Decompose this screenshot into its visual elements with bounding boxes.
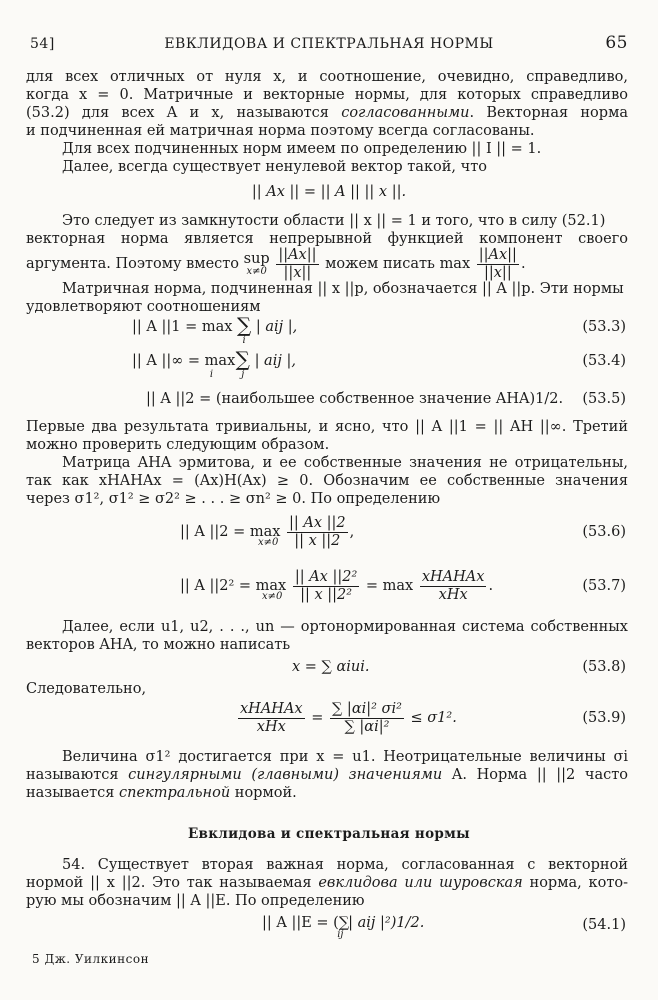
p5-line1: Первые два результата тривиальны, и ясно, что || A ||1 = || AH ||∞. Третий <box>26 419 628 435</box>
p10-line2: нормой || x ||2. Это так называемая евклидова или шуровская норма, кото- <box>26 875 628 891</box>
p10-line3: рую мы обозначим || A ||E. По определению <box>26 893 365 909</box>
eq-53-9-fraction-2: $\frac{\text{∑ |αi|² σi²}}{\text{∑ |αi|²}}$ <box>331 700 402 735</box>
eq-53-4: || A ||∞ = max i ∑ j | aij |, <box>132 347 296 380</box>
p6-line3: через σ1², σ1² ≥ σ2² ≥ . . . ≥ σn² ≥ 0. По определению <box>26 491 441 507</box>
p1-line4: и подчиненная ей матричная норма поэтому всегда согласованы. <box>26 123 535 139</box>
eq-53-3: || A ||1 = max ∑ i | aij |, <box>132 313 298 346</box>
eq-53-9: $\frac{\text{xHAHAx}}{\text{xHx}}$ = $\frac{\text{∑ |αi|² σi²}}{\text{∑ |αi|²}}$ ≤ σ1². <box>240 700 457 735</box>
p8: Следовательно, <box>26 681 147 697</box>
p3-line2: векторная норма является непрерывной функцией компонент своего <box>26 231 628 247</box>
p1-line3-a: (53.2) для всех A и x, называются <box>26 105 342 121</box>
p9-line1: Величина σ1² достигается при x = u1. Неотрицательные величины σi <box>62 749 628 765</box>
p1-line1: для всех отличных от нуля x, и соотношение, очевидно, справедливо, <box>26 69 628 85</box>
eq-53-8-label: (53.8) <box>582 659 626 675</box>
eq-53-9-label: (53.9) <box>582 710 626 726</box>
fraction-ax-over-x: $\frac{||Ax||}{||x||}$ <box>278 246 317 281</box>
eq-53-9-fraction-1: $\frac{\text{xHAHAx}}{\text{xHx}}$ <box>240 700 303 735</box>
term-euclidean: евклидова или шуровская <box>318 875 523 891</box>
p3-line3-a: аргумента. Поэтому вместо <box>26 256 240 272</box>
p9-line3: называется спектральной нормой. <box>26 785 297 801</box>
page-number: 65 <box>605 33 628 53</box>
p3-line3-c: . <box>520 256 526 272</box>
p1-line3-c: . Векторная норма <box>469 105 628 121</box>
eq-53-6-sub: x≠0 <box>258 537 279 548</box>
eq-53-3-label: (53.3) <box>582 319 626 335</box>
p4-line1: Матричная норма, подчиненная || x ||p, обозначается || A ||p. Эти нормы <box>62 281 624 297</box>
p2-line1: Для всех подчиненных норм имеем по определению || I || = 1. <box>62 141 542 157</box>
sum-sign-2: ∑ j <box>235 347 250 380</box>
eq-53-8: x = ∑ αiui. <box>292 659 370 675</box>
eq-53-7-sub: x≠0 <box>262 591 283 602</box>
p3-line1: Это следует из замкнутости области || x || = 1 и того, что в силу (52.1) <box>62 213 606 229</box>
p6-line2: так как xHAHAx = (Ax)H(Ax) ≥ 0. Обозначим ее собственные значения <box>26 473 628 489</box>
section-title: Евклидова и спектральная нормы <box>187 826 471 842</box>
eq-53-5: || A ||2 = (наибольшее собственное значение AHA)1/2. <box>146 391 564 407</box>
eq-53-7-label: (53.7) <box>582 578 626 594</box>
eq-54-1-sub: ij <box>337 929 344 940</box>
fraction-ax-over-x-2: $\frac{||Ax||}{||x||}$ <box>478 246 517 281</box>
section-marker: 54] <box>30 36 55 52</box>
p10-line1: 54. Существует вторая важная норма, согласованная с векторной <box>62 857 628 873</box>
eq-53-7-fraction-1: $\frac{\text{|| Ax ||2²}}{\text{|| x ||2²}}$ <box>294 568 358 603</box>
eq-53-6-label: (53.6) <box>582 524 626 540</box>
running-title: ЕВКЛИДОВА И СПЕКТРАЛЬНАЯ НОРМЫ <box>164 36 494 52</box>
eq-53-6: || A ||2 = max $\frac{|| Ax ||2}{|| x ||2}$ , x≠0 <box>180 514 355 549</box>
footer-author: 5 Дж. Уилкинсон <box>32 952 150 966</box>
p1-line3 <box>26 104 628 122</box>
p4-line2: удовлетворяют соотношениям <box>26 299 261 315</box>
p9-line2: называются сингулярными (главными) значениями A. Норма || ||2 часто <box>26 767 629 783</box>
term-singular-values: сингулярными (главными) значениями <box>128 767 443 783</box>
p6-line1: Матрица AHA эрмитова, и ее собственные значения не отрицательны, <box>62 455 628 471</box>
term-spectral: спектральной <box>119 785 231 801</box>
term-consistent: согласованными <box>341 105 470 121</box>
eq-norm-equality: || Ax || = || A || || x ||. <box>251 184 407 200</box>
p5-line2: можно проверить следующим образом. <box>26 437 330 453</box>
eq-53-7: || A ||2² = max $\frac{\text{|| Ax ||2²}}{\text{|| x ||2²}}$ = max $\frac{\text{xHAHAx}}{\text{xHx}}$ . x≠0 <box>180 568 494 603</box>
eq-53-6-fraction: $\frac{|| Ax ||2}{|| x ||2}$ <box>289 514 346 549</box>
p1-line2: когда x = 0. Матричные и векторные нормы, для которых справедливо <box>26 87 628 103</box>
p2-line2: Далее, всегда существует ненулевой вектор такой, что <box>62 159 487 175</box>
p3-line3-b: можем писать <box>325 256 435 272</box>
p7-line2: векторов AHA, то можно написать <box>26 637 291 653</box>
sup-operator: sup x≠0 <box>243 251 270 277</box>
max-operator: max <box>439 256 471 272</box>
max-subscript: i <box>209 369 214 380</box>
p7-line1: Далее, если u1, u2, . . ., un — ортонормированная система собственных <box>62 619 628 635</box>
eq-54-1-label: (54.1) <box>582 917 626 933</box>
eq-53-4-label: (53.4) <box>582 353 626 369</box>
eq-53-7-fraction-2: $\frac{\text{xHAHAx}}{\text{xHx}}$ <box>421 568 485 603</box>
sum-sign: ∑ i <box>237 313 252 346</box>
eq-54-1: || A ||E = (∑ ij | aij |²)1/2. <box>262 915 425 940</box>
eq-53-5-label: (53.5) <box>582 391 626 407</box>
p3-line3 <box>26 244 628 284</box>
